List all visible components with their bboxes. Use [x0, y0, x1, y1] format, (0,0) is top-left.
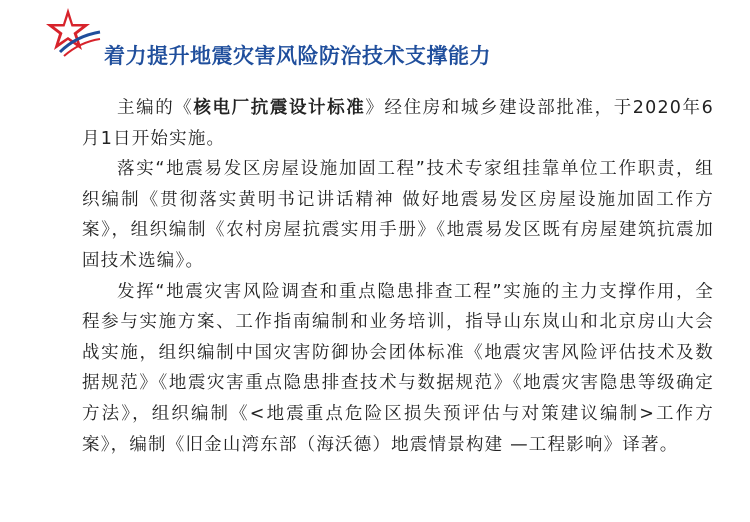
paragraph-text: 》经住房和城乡建设部批准，于2020年6月1日开始实施。	[82, 98, 714, 149]
paragraph-text: 落实“地震易发区房屋设施加固工程”技术专家组挂靠单位工作职责，组织编制《贯彻落实黄明书记讲话精神 做好地震易发区房屋设施加固工作方案》，组织编制《农村房屋抗震实用手册》《地震易发区既有房屋建筑抗震加固技术选编》。	[82, 159, 714, 271]
section-heading: 着力提升地震灾害风险防治技术支撑能力	[104, 44, 491, 68]
body-text	[82, 93, 714, 460]
paragraph-reinforcement	[82, 154, 714, 276]
paragraph-text: 主编的《	[117, 98, 194, 118]
paragraph-text: 发挥“地震灾害风险调查和重点隐患排查工程”实施的主力支撑作用，全程参与实施方案、工作指南编制和业务培训，指导山东岚山和北京房山大会战实施，组织编制中国灾害防御协会团体标准《地震灾害风险评估技术及数据规范》《地震灾害重点隐患排查技术与数据规范》《地震灾害隐患等级确定方法》，组织编制《<地震重点危险区损失预评估与对策建议编制>工作方案》，编制《旧金山湾东部（海沃德）地震情景构建 —工程影响》译著。	[82, 281, 714, 455]
star-icon	[46, 6, 102, 62]
paragraph-risk-survey	[82, 277, 714, 461]
standard-title-bold: 核电厂抗震设计标准	[193, 98, 366, 118]
paragraph-standard	[82, 93, 714, 154]
